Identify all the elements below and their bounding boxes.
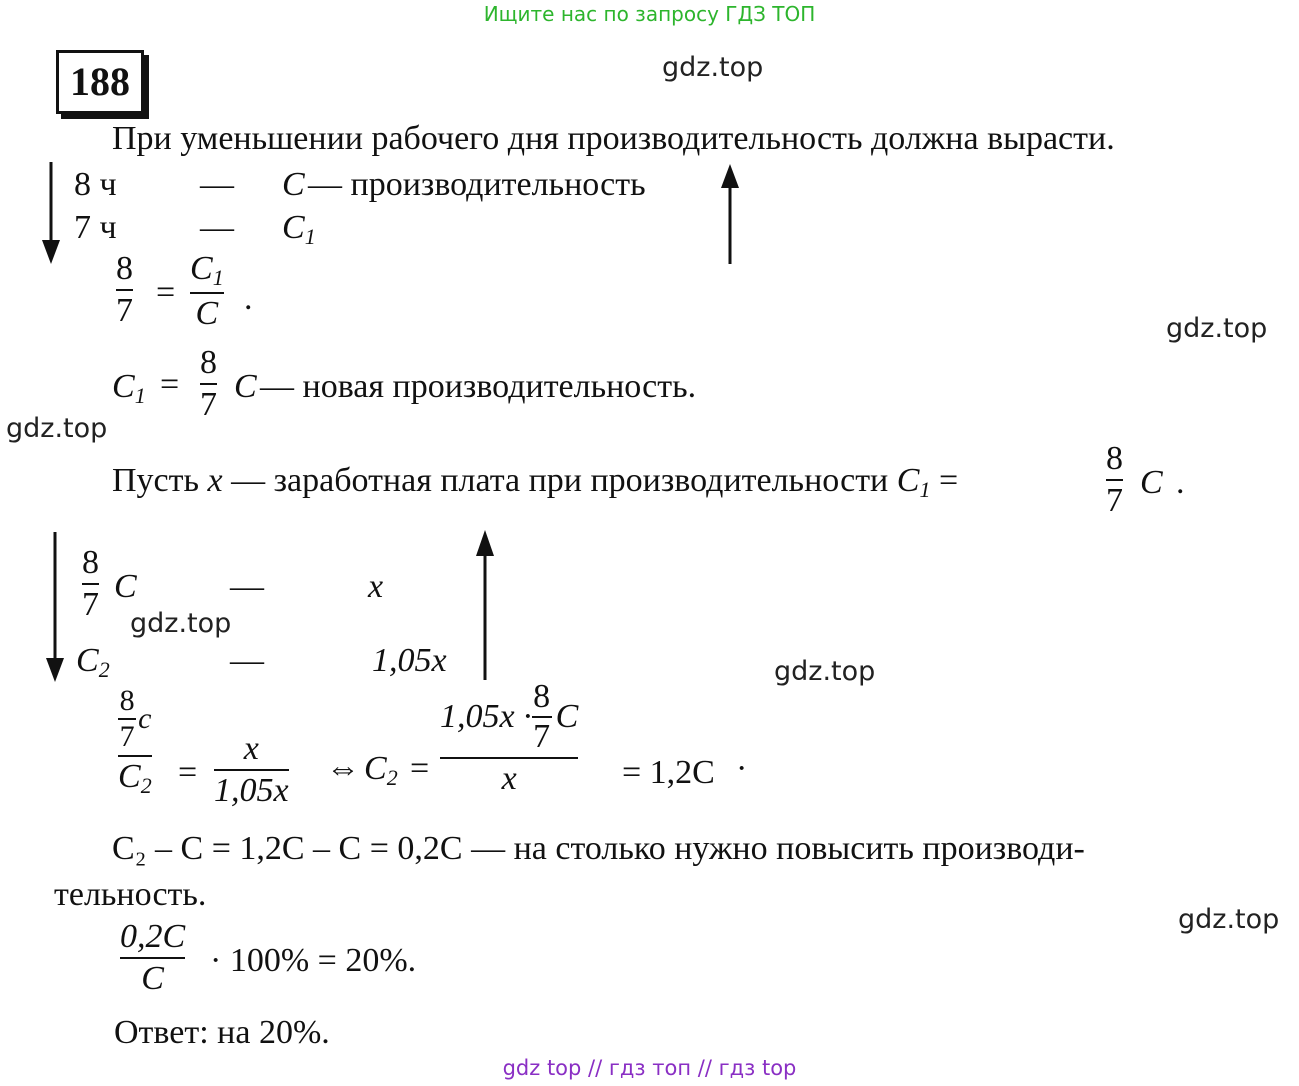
prop1-row2-hours: 7 ч xyxy=(74,209,117,246)
let-line-fraction: 8 7 xyxy=(1106,440,1123,519)
eq3-c2: $C_2$ xyxy=(364,750,398,790)
prop2-row1-fraction: 8 7 xyxy=(82,544,99,623)
prop1-row1-value: C xyxy=(282,166,305,203)
eq3-end: · xyxy=(736,750,748,787)
let-line-var: C xyxy=(1140,464,1163,501)
eq3-left-fraction: 8 7 c $C_2$ xyxy=(118,684,152,798)
prop1-row1-desc: — производительность xyxy=(308,166,646,203)
eq3-result: = 1,2C xyxy=(622,754,715,791)
eq3-equals-2: = xyxy=(410,750,430,787)
prop2-row1-var: C xyxy=(114,568,137,605)
prop2-row2-dash: — xyxy=(230,642,264,679)
eq3-equals: = xyxy=(178,754,198,791)
percent-rest: · 100% = 20%. xyxy=(210,942,417,979)
eq1-left-fraction: 8 7 xyxy=(116,250,133,329)
prop2-row2-value: 1,05x xyxy=(372,642,447,679)
prop1-row1-hours: 8 ч xyxy=(74,166,117,203)
prop1-row1-dash: — xyxy=(200,166,234,203)
up-arrow-icon xyxy=(715,160,745,268)
prop1-row2-value: $C_1$ xyxy=(282,209,316,249)
down-arrow-icon xyxy=(36,160,66,268)
eq1-right-fraction: $C_1$ C xyxy=(190,250,224,332)
prop2-row1-dash: — xyxy=(230,568,264,605)
prop2-row2-var: $C_2$ xyxy=(76,642,110,682)
problem-number: 188 xyxy=(56,50,144,114)
let-line-period: . xyxy=(1176,464,1185,501)
prop2-row1-value: x xyxy=(368,568,384,605)
watermark: gdz.top xyxy=(662,52,764,83)
watermark: gdz.top xyxy=(774,656,876,687)
eq3-iff: ⇔ xyxy=(326,750,360,787)
eq1-equals: = xyxy=(156,274,176,311)
down-arrow-icon xyxy=(40,530,70,686)
top-banner[interactable]: Ищите нас по запросу ГДЗ ТОП xyxy=(483,2,816,26)
eq2-fraction: 8 7 xyxy=(200,344,217,423)
eq2-lhs: $C_1$ xyxy=(112,368,146,408)
eq3-big-fraction: 1,05x · 8 7 C x xyxy=(440,678,579,797)
up-arrow-icon xyxy=(470,526,500,682)
eq3-mid-fraction: x 1,05x xyxy=(214,730,289,809)
watermark: gdz.top xyxy=(130,608,232,639)
watermark: gdz.top xyxy=(1178,904,1280,935)
difference-line: C₂ – C = 1,2C – C = 0,2C — на столько нужно повысить производи- xyxy=(112,830,1085,867)
difference-line-continued: тельность. xyxy=(54,876,207,913)
eq2-desc: — новая производительность. xyxy=(260,368,697,405)
percent-fraction: 0,2C C xyxy=(120,918,186,997)
intro-text: При уменьшении рабочего дня производительность должна вырасти. xyxy=(112,120,1115,157)
eq2-equals: = xyxy=(160,366,180,403)
eq1-period: . xyxy=(244,280,253,317)
let-line: Пусть x — заработная плата при производительности $C_1$ = xyxy=(112,462,959,502)
watermark: gdz.top xyxy=(6,413,108,444)
answer: Ответ: на 20%. xyxy=(114,1014,330,1051)
bottom-banner[interactable]: gdz top // гдз топ // гдз top xyxy=(502,1056,797,1080)
watermark: gdz.top xyxy=(1166,313,1268,344)
prop1-row2-dash: — xyxy=(200,209,234,246)
eq2-var: C xyxy=(234,368,257,405)
